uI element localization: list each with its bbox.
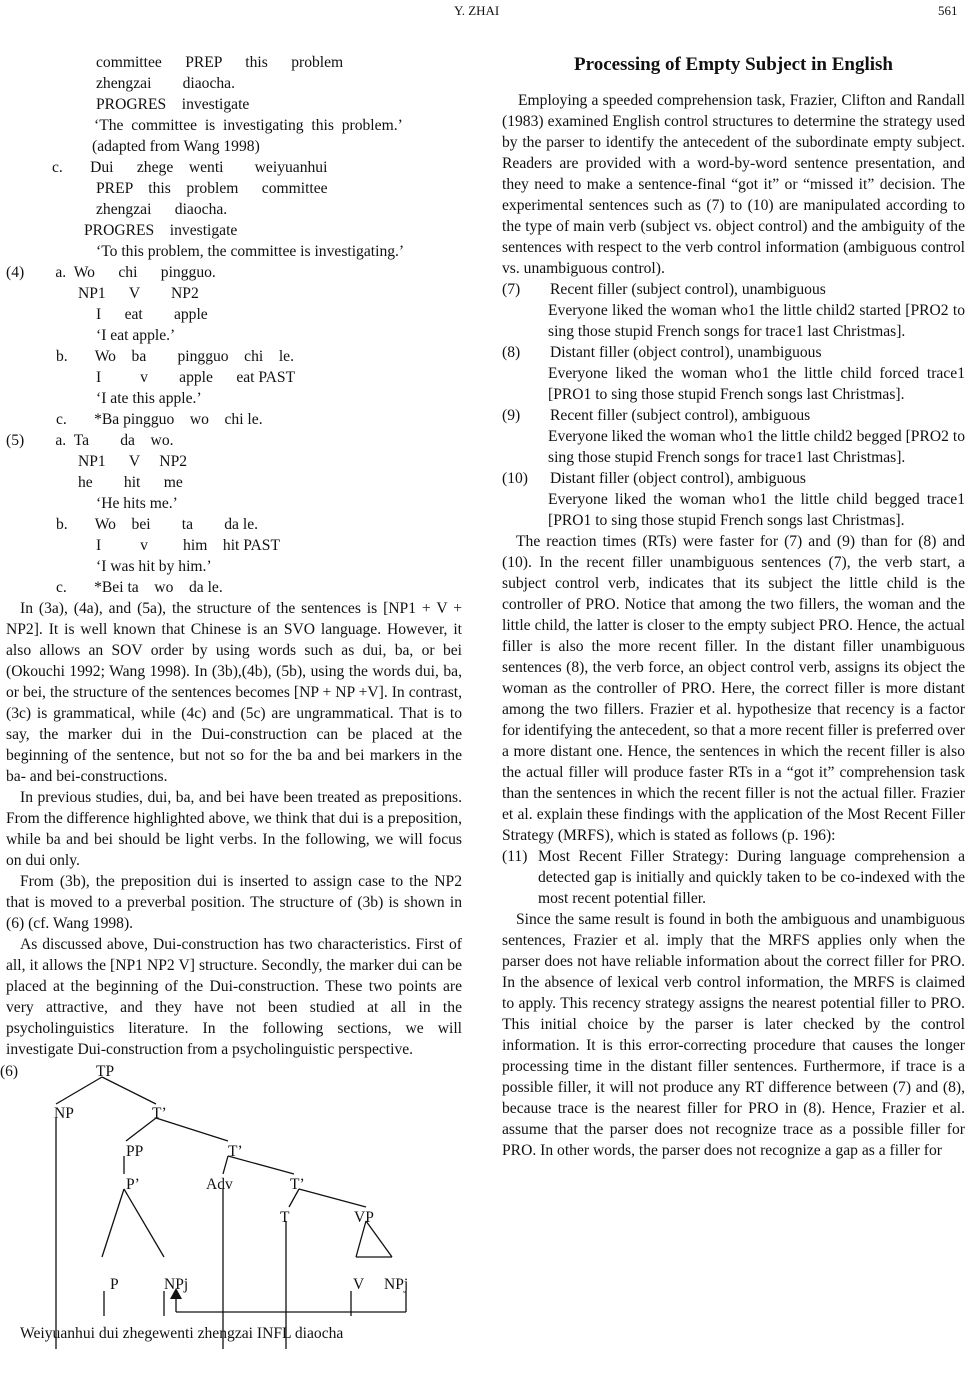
- tree-node-v: V: [353, 1276, 365, 1293]
- tree-node-tp: TP: [96, 1063, 115, 1080]
- gloss-line: ‘I eat apple.’: [96, 327, 176, 344]
- gloss-line: I v him hit PAST: [96, 537, 280, 554]
- example-10: [502, 468, 965, 531]
- tree-node-tbar: T’: [228, 1143, 243, 1160]
- example-9: [502, 405, 965, 468]
- gloss-line: he hit me: [78, 474, 183, 491]
- tree-node-pbar: P’: [126, 1176, 140, 1193]
- tree-node-npj: NPj: [384, 1276, 409, 1293]
- gloss-line: committee PREP this problem: [96, 54, 344, 71]
- body-paragraph: In previous studies, dui, ba, and bei have been treated as prepositions. From the difference highlighted above, we think that dui is a preposition, while ba and bei should be light verbs. In the following, we will focus on dui only.: [6, 789, 462, 869]
- mrfs-definition: Most Recent Filler Strategy: During language comprehension a detected gap is initially and quickly taken to be co-indexed with the most recent potential filler.: [538, 848, 965, 907]
- example-number: (9): [502, 407, 521, 424]
- example-heading: Recent filler (subject control), ambiguous: [550, 407, 811, 424]
- tree-node-t: T: [280, 1209, 290, 1226]
- example-sentence: Everyone liked the woman who1 the little child2 started [PRO2 to sing those stupid French songs for trace1 last Christmas].: [548, 302, 965, 340]
- tree-node-adv: Adv: [206, 1176, 233, 1193]
- example-number: (6): [0, 1063, 19, 1080]
- tree-node-p: P: [110, 1276, 119, 1293]
- section-heading: Processing of Empty Subject in English: [574, 54, 893, 75]
- gloss-line: NP1 V NP2: [78, 453, 188, 470]
- tree-node-tbar: T’: [152, 1105, 167, 1122]
- gloss-line: c. *Bei ta wo da le.: [56, 579, 223, 596]
- tree-node-vp: VP: [354, 1209, 374, 1226]
- gloss-line: (4) a. Wo chi pingguo.: [6, 264, 216, 281]
- gloss-line: (adapted from Wang 1998): [92, 138, 260, 155]
- gloss-line: I eat apple: [96, 306, 208, 323]
- gloss-line: I v apple eat PAST: [96, 369, 296, 386]
- gloss-line: PROGRES investigate: [96, 96, 250, 113]
- example-8: [502, 342, 965, 405]
- syntax-tree-diagram: [0, 1061, 462, 1357]
- gloss-line: zhengzai diaocha.: [96, 75, 235, 92]
- tree-surface-string: Weiyuanhui dui zhegewenti zhengzai INFL diaocha: [20, 1325, 344, 1342]
- example-number: (7): [502, 281, 521, 298]
- gloss-line: ‘To this problem, the committee is investigating.’: [96, 243, 405, 260]
- example-number: (10): [502, 470, 528, 487]
- example-number: (8): [502, 344, 521, 361]
- gloss-line: c. *Ba pingguo wo chi le.: [56, 411, 263, 428]
- gloss-line: b. Wo ba pingguo chi le.: [56, 348, 294, 365]
- gloss-line: ‘He hits me.’: [96, 495, 178, 512]
- body-paragraph: As discussed above, Dui-construction has two characteristics. First of all, it allows the [NP1 NP2 V] structure. Secondly, the marker dui can be placed at the beginning of the Dui-construction. These two points are very attractive, and they have not been studied at all in the psycholinguistics literature. In the following sections, we will investigate Dui-construction from a psycholinguistic perspective.: [6, 936, 462, 1058]
- example-heading: Distant filler (object control), ambiguous: [550, 470, 806, 487]
- example-heading: Distant filler (object control), unambiguous: [550, 344, 822, 361]
- gloss-line: PROGRES investigate: [84, 222, 238, 239]
- tree-node-pp: PP: [126, 1143, 144, 1160]
- body-paragraph: From (3b), the preposition dui is inserted to assign case to the NP2 that is moved to a preverbal position. The structure of (3b) is shown in (6) (cf. Wang 1998).: [6, 873, 462, 932]
- example-7: [502, 279, 965, 342]
- example-sentence: Everyone liked the woman who1 the little child begged trace1 [PRO1 to sing those stupid French songs last Christmas].: [548, 491, 965, 529]
- gloss-line: b. Wo bei ta da le.: [56, 516, 259, 533]
- example-number: (11): [502, 848, 528, 865]
- gloss-line: PREP this problem committee: [96, 180, 328, 197]
- definition-11: [502, 846, 965, 909]
- gloss-line: (5) a. Ta da wo.: [6, 432, 174, 449]
- gloss-line: NP1 V NP2: [78, 285, 199, 302]
- tree-node-tbar: T’: [290, 1176, 305, 1193]
- example-sentence: Everyone liked the woman who1 the little child2 begged [PRO2 to sing those stupid French songs for trace1 last Christmas].: [548, 428, 965, 466]
- gloss-line: ‘The committee is investigating this problem.’: [94, 117, 403, 134]
- body-paragraph: In (3a), (4a), and (5a), the structure of the sentences is [NP1 + V + NP2]. It is well known that Chinese is an SVO language. However, it also allows an SOV order by using words such as dui, ba, or bei (Okouchi 1992; Wang 1998). In (3b),(4b), (5b), using the words dui, ba, or bei, the structure of the sentences becomes [NP + NP +V]. In contrast, (3c) is grammatical, while (4c) and (5c) are ungrammatical. That is to say, the marker dui in the Dui-construction can be placed at the beginning of the sentence, but not so for the ba and bei markers in the ba- and bei-constructions.: [6, 600, 462, 785]
- left-column: [0, 52, 462, 1357]
- gloss-block: [6, 52, 462, 598]
- body-paragraph: Since the same result is found in both the ambiguous and unambiguous sentences, Frazier et al. imply that the MRFS applies only when the parser does not have reliable information about the correct filler for PRO. In the absence of lexical verb control information, the MRFS is claimed to apply. This recency strategy assigns the nearest potential filler to PRO. This initial choice by the parser is later checked by the control information. It is this error-correcting procedure that causes the longer processing time in the distant filler sentences. Furthermore, if trace is a possible filler, it will not produce any RT difference between (7) and (8), because trace is the nearest filler for PRO in (8). Hence, Frazier et al. assume that the parser does not recognize trace as a possible filler for PRO. In other words, the parser does not recognize a gap as a filler for: [502, 911, 965, 1159]
- gloss-line: ‘I ate this apple.’: [96, 390, 202, 407]
- body-paragraph: The reaction times (RTs) were faster for (7) and (9) than for (8) and (10). In the recent filler unambiguous sentences (7), the verb start, a subject control verb, indicates that its subject the little child is the controller of PRO. Notice that among the two fillers, the woman and the little child, the latter is closer to the empty subject PRO. Hence, the actual filler is also the more recent filler. In the distant filler unambiguous sentences (8), the verb force, an object control verb, assigns its object the woman as the controller of PRO. Here, the correct filler is more distant among the two fillers. Frazier et al. hypothesize that recency is a factor for identifying the antecedent, so that a more recent filler is preferred over a more distant one. Hence, the sentences in which the recent filler is also the actual filler will produce faster RTs in a “got it” comprehension task than the sentences in which the recent filler is not the actual filler. Frazier et al. explain these findings with the application of the Most Recent Filler Strategy (MRFS), which is stated as follows (p. 196):: [502, 533, 965, 844]
- gloss-line: c. Dui zhege wenti weiyuanhui: [52, 159, 328, 176]
- example-heading: Recent filler (subject control), unambiguous: [550, 281, 826, 298]
- tree-branches: [6, 1061, 462, 1357]
- gloss-line: zhengzai diaocha.: [96, 201, 228, 218]
- example-sentence: Everyone liked the woman who1 the little child forced trace1 [PRO1 to sing those stupid French songs last Christmas].: [548, 365, 965, 403]
- tree-node-np: NP: [54, 1105, 74, 1122]
- gloss-line: ‘I was hit by him.’: [96, 558, 212, 575]
- right-column: [502, 52, 965, 1161]
- tree-node-npj: NPj: [164, 1276, 189, 1293]
- running-head-author: Y. ZHAI: [454, 3, 500, 18]
- page-number: 561: [938, 3, 958, 18]
- body-paragraph: Employing a speeded comprehension task, Frazier, Clifton and Randall (1983) examined English control structures to determine the strategy used by the parser to identify the antecedent of the subordinate empty subject. Readers are provided with a word-by-word sentence presentation, and they need to make a sentence-final “got it” or “missed it” decision. The experimental sentences such as (7) to (10) are manipulated according to the type of main verb (subject vs. object control) and the ambiguity of the sentences with respect to the verb control information (ambiguous control vs. unambiguous control).: [502, 92, 965, 277]
